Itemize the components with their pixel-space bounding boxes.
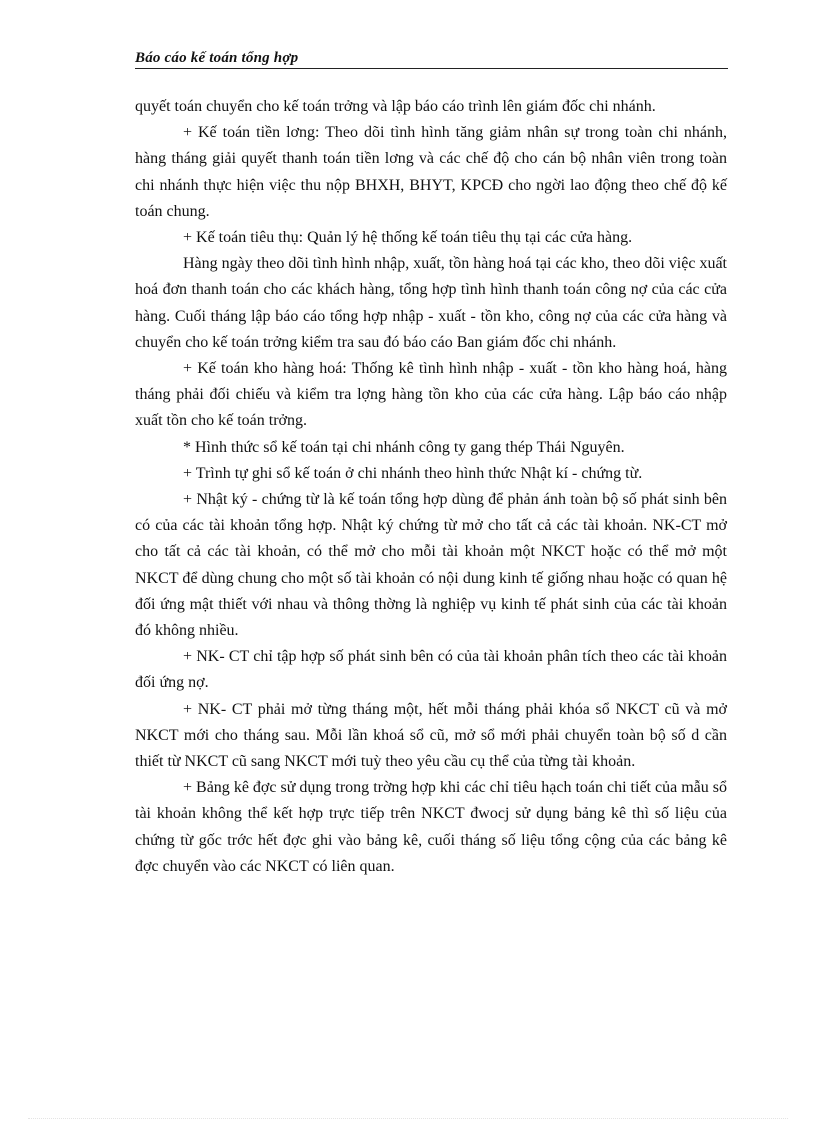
paragraph-journal-voucher: + Nhật ký - chứng từ là kế toán tổng hợp dùng để phản ánh toàn bộ số phát sinh bên có của các tài khoản tổng hợp. Nhật ký chứng từ mở cho tất cả các tài khoản. NK-CT mở cho tất cả các tài khoản, có thể mở cho mỗi tài khoản một NKCT hoặc có thể mở một NKCT để dùng chung cho một số tài khoản có nội dung kinh tế giống nhau hoặc có quan hệ đối ứng mật thiết với nhau và thông thờng là nghiệp vụ kinh tế phát sinh của các tài khoản đó không nhiều. [135,491,727,640]
body-text [135,94,727,880]
paragraph-recording-sequence: + Trình tự ghi sổ kế toán ở chi nhánh theo hình thức Nhật kí - chứng từ. [183,464,643,482]
header-title: Báo cáo kế toán tổng hợp [135,50,299,66]
paragraph-bookkeeping-form: * Hình thức sổ kế toán tại chi nhánh công ty gang thép Thái Nguyên. [183,438,625,456]
paragraph-nkct-monthly: + NK- CT phải mở từng tháng một, hết mỗi tháng phải khóa sổ NKCT cũ và mở NKCT mới cho tháng sau. Mỗi lần khoá sổ cũ, mở sổ mới phải chuyển toàn bộ số d cần thiết từ NKCT cũ sang NKCT mới tuỳ theo yêu cầu cụ thể của từng tài khoản. [135,700,727,771]
paragraph-daily-tracking: Hàng ngày theo dõi tình hình nhập, xuất, tồn hàng hoá tại các kho, theo dõi việc xuất hoá đơn thanh toán cho các khách hàng, tổng hợp tình hình thanh toán công nợ của các cửa hàng. Cuối tháng lập báo cáo tổng hợp nhập - xuất - tồn kho, công nợ của các cửa hàng và chuyển cho kế toán trởng kiểm tra sau đó báo cáo Ban giám đốc chi nhánh. [135,255,727,351]
page-header [135,46,728,69]
paragraph-salary-accounting: + Kế toán tiền lơng: Theo dõi tình hình tăng giảm nhân sự trong toàn chi nhánh, hàng tháng giải quyết thanh toán tiền lơng và các chế độ cho cán bộ nhân viên trong toàn chi nhánh thực hiện việc thu nộp BHXH, BHYT, KPCĐ cho ngời lao động theo chế độ kế toán chung. [135,124,727,220]
bottom-rule [28,1118,788,1119]
paragraph-continuation: quyết toán chuyển cho kế toán trởng và lập báo cáo trình lên giám đốc chi nhánh. [135,98,656,115]
paragraph-sales-accounting: + Kế toán tiêu thụ: Quản lý hệ thống kế toán tiêu thụ tại các cửa hàng. [183,229,633,247]
paragraph-nkct-credit: + NK- CT chỉ tập hợp số phát sinh bên có của tài khoản phân tích theo các tài khoản đối ứng nợ. [135,648,727,692]
paragraph-listing-sheet: + Bảng kê đợc sử dụng trong trờng hợp khi các chỉ tiêu hạch toán chi tiết của mẫu sổ tài khoản không thể kết hợp trực tiếp trên NKCT đwocj sử dụng bảng kê thì số liệu của chứng từ gốc trớc hết đợc ghi vào bảng kê, cuối tháng số liệu tổng cộng của các bảng kê đợc chuyển vào các NKCT có liên quan. [135,779,727,875]
paragraph-warehouse-accounting: + Kế toán kho hàng hoá: Thống kê tình hình nhập - xuất - tồn kho hàng hoá, hàng tháng phải đối chiếu và kiểm tra lợng hàng tồn kho của các cửa hàng. Lập báo cáo nhập xuất tồn cho kế toán trởng. [135,360,727,430]
